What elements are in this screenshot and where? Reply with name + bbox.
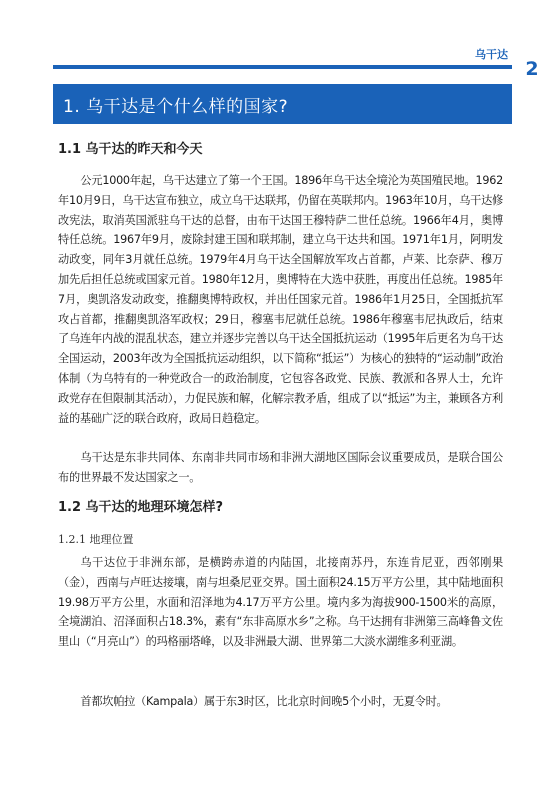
chapter-banner [53, 84, 512, 124]
section-heading-1-2: 1.2 乌干达的地理环境怎样? [58, 500, 224, 515]
header-rule [53, 65, 512, 69]
paragraph-location: 乌干达位于非洲东部，是横跨赤道的内陆国，北接南苏丹，东连肯尼亚，西邻刚果（金），西南与卢旺达接壤，南与坦桑尼亚交界。国土面积24.15万平方公里，其中陆地面积19.98万平方公里，水面和沼泽地为4.17万平方公里。境内多为海拔900-1500米的高原，全境湖泊、沼泽面积占18.3%，素有“东非高原水乡”之称。乌干达拥有非洲第三高峰鲁文佐里山（“月亮山”）的玛格丽塔峰，以及非洲最大湖、世界第二大淡水湖维多利亚湖。 [58, 556, 503, 649]
section-heading-1-1: 1.1 乌干达的昨天和今天 [58, 142, 203, 157]
subsection-heading-1-2-1: 1.2.1 地理位置 [58, 533, 134, 546]
paragraph-membership: 乌干达是东非共同体、东南非共同市场和非洲大湖地区国际会议重要成员，是联合国公布的世界最不发达国家之一。 [58, 451, 503, 484]
running-header-title: 乌干达 [475, 48, 508, 61]
chapter-title: 1. 乌干达是个什么样的国家? [63, 96, 289, 117]
paragraph-history: 公元1000年起，乌干达建立了第一个王国。1896年乌干达全境沦为英国殖民地。1962年10月9日，乌干达宣布独立，成立乌干达联邦，仍留在英联邦内。1963年10月，乌干达修改宪法，取消英国派驻乌干达的总督，由布干达国王穆特萨二世任总统。1966年4月，奥博特任总统。1967年9月，废除封建王国和联邦制，建立乌干达共和国。1971年1月，阿明发动政变，同年3月就任总统。1979年4月乌干达全国解放军攻占首都，卢莱、比奈萨、穆万加先后担任总统或国家元首。1980年12月，奥博特在大选中获胜，再度出任总统。1985年7月，奥凯洛发动政变，推翻奥博特政权，并出任国家元首。1986年1月25日，全国抵抗军攻占首都，推翻奥凯洛军政权；29日，穆塞韦尼就任总统。1986年穆塞韦尼执政后，结束了乌连年内战的混乱状态，建立并逐步完善以乌干达全国抵抗运动（1995年后更名为乌干达全国运动，2003年改为全国抵抗运动组织，以下简称“抵运”）为核心的独特的“运动制”政治体制（为乌特有的一种党政合一的政治制度，它包容各政党、民族、教派和各界人士，允许政党存在但限制其活动），力促民族和解，化解宗教矛盾，组成了以“抵运”为主，兼顾各方利益的基础广泛的联合政府，政局日趋稳定。 [58, 174, 503, 425]
paragraph-capital-timezone: 首都坎帕拉（Kampala）属于东3时区，比北京时间晚5个小时，无夏令时。 [80, 695, 448, 708]
page-number: 2 [525, 58, 539, 80]
